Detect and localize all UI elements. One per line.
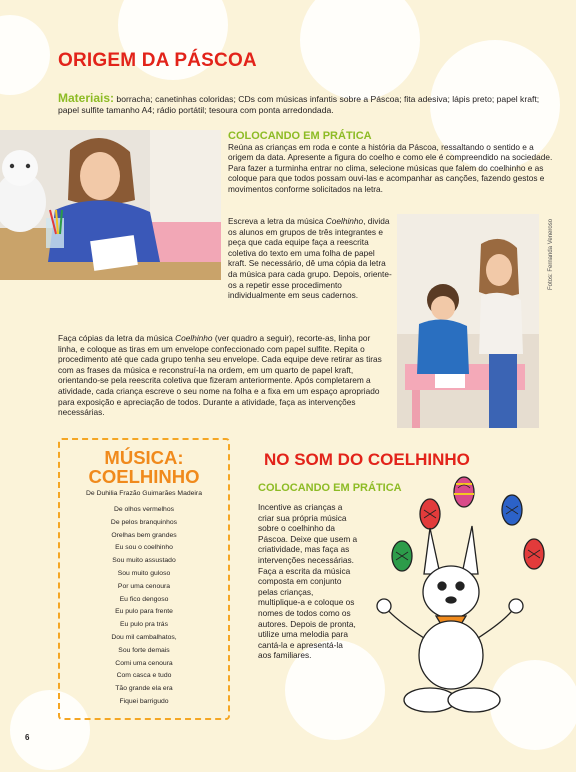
song-title (60, 448, 228, 486)
photo-credit: Fotos: Fernanda Veneroso (548, 218, 554, 290)
song-line: Comi uma cenoura (115, 659, 173, 667)
section-2-text: Incentive as crianças a criar sua própria música sobre o coelhinho da Páscoa. Deixe que usem a criatividade, mas faça as intervenções necessárias. Faça a escrita da música composta em conjunto pelas crianças, multiplique-a e coloque os nomes de todos como os autores. Depois de pronta, utilize uma melodia para cantá-la e apresentá-la aos familiares. (258, 502, 358, 661)
materials-label: Materiais: (58, 91, 115, 105)
practice-paragraph-3 (58, 333, 388, 418)
text-span: (ver quadro a seguir), recorte-as, linha por linha, e coloque as tiras em um envelope confeccionado com papel sulfite. Repita o procedimento até que cada grupo tenha seu envelope. Cada equipe deve retirar as tiras com as frases da música e reconstruí-la na ordem, em um quarto de papel kraft, orientando-se pela reescrita coletiva que fizeram anteriormente. Após completarem a atividade, cada criança escreve o seu nome na folha e a fixa em um espaço apropriado para exposição e apreciação de todos. Durante a atividade, faça as intervenções necessárias. (58, 333, 382, 418)
song-box (58, 438, 230, 720)
practice-subhead: COLOCANDO EM PRÁTICA (228, 130, 372, 142)
photo-girl-writing (0, 130, 221, 280)
song-name: Coelhinho (175, 333, 213, 343)
page-number: 6 (25, 733, 30, 742)
song-line: Dou mil cambalhatos, (111, 633, 177, 641)
page-title: ORIGEM DA PÁSCOA (58, 50, 257, 71)
song-line: Fiquei barrigudo (119, 697, 169, 705)
song-line: Eu fico dengoso (119, 595, 169, 603)
practice-paragraph-2 (228, 216, 394, 301)
song-line: Orelhas bem grandes (111, 531, 177, 539)
song-line: Eu pulo pra trás (120, 621, 168, 629)
section-2-subhead: COLOCANDO EM PRÁTICA (258, 482, 402, 494)
practice-section-1 (228, 131, 558, 195)
section-2-title: NO SOM DO COELHINHO (264, 450, 470, 469)
text-span: Faça cópias da letra da música (58, 333, 176, 343)
materials-text: borracha; canetinhas coloridas; CDs com músicas infantis sobre a Páscoa; fita adesiva; lápis preto; papel kraft; papel sulfite tamanho A4; rádio portátil; tesoura com ponta arredondada. (58, 94, 540, 115)
song-line: Por uma cenoura (117, 582, 171, 590)
song-line: Sou forte demais (118, 646, 170, 654)
song-name: Coelhinho (325, 216, 364, 226)
song-line: Tão grande ela era (115, 685, 173, 693)
background-dot (300, 0, 420, 100)
photo-children-table (397, 214, 539, 428)
juggling-bunny-illustration (366, 470, 566, 725)
song-line: Eu pulo para frente (115, 608, 173, 616)
song-title-line-1: MÚSICA: (104, 447, 184, 468)
song-line: De olhos vermelhos (113, 506, 175, 513)
text-span: Escreva a letra da música (228, 216, 326, 226)
song-line: Com casca e tudo (116, 672, 172, 680)
song-line: Sou muito assustado (112, 557, 176, 565)
song-author: De Duhilia Frazão Guimarães Madeira (86, 490, 202, 497)
text-span: , divida os alunos em grupos de três integrantes e peça que cada equipe faça a reescrita coletiva do texto em uma folha de papel kraft. Se necessário, dê uma cópia da letra da música para cada grupo. Depois, oriente-os a repetir esse procedimento individualmente em seus cadernos. (228, 216, 392, 301)
song-line: De pelos branquinhos (110, 518, 178, 526)
song-line: Eu sou o coelhinho (115, 544, 173, 552)
song-title-line-2: COELHINHO (88, 466, 200, 487)
song-lyrics (60, 504, 228, 709)
practice-paragraph-1: Reúna as crianças em roda e conte a história da Páscoa, ressaltando o sentido e a origem da data. Apresente a figura do coelho e como ele é compreendido na sociedade. Para fazer a turminha entrar no clima, selecione músicas que falem do coelhinho e as coloque para que todos possam ouvi-las e acompanhar as canções, fazendo gestos e movimentos conforme solicitados na letra. (228, 141, 553, 194)
materials-list (58, 93, 558, 116)
background-dot (0, 15, 50, 95)
song-line: Sou muito guloso (117, 569, 171, 577)
